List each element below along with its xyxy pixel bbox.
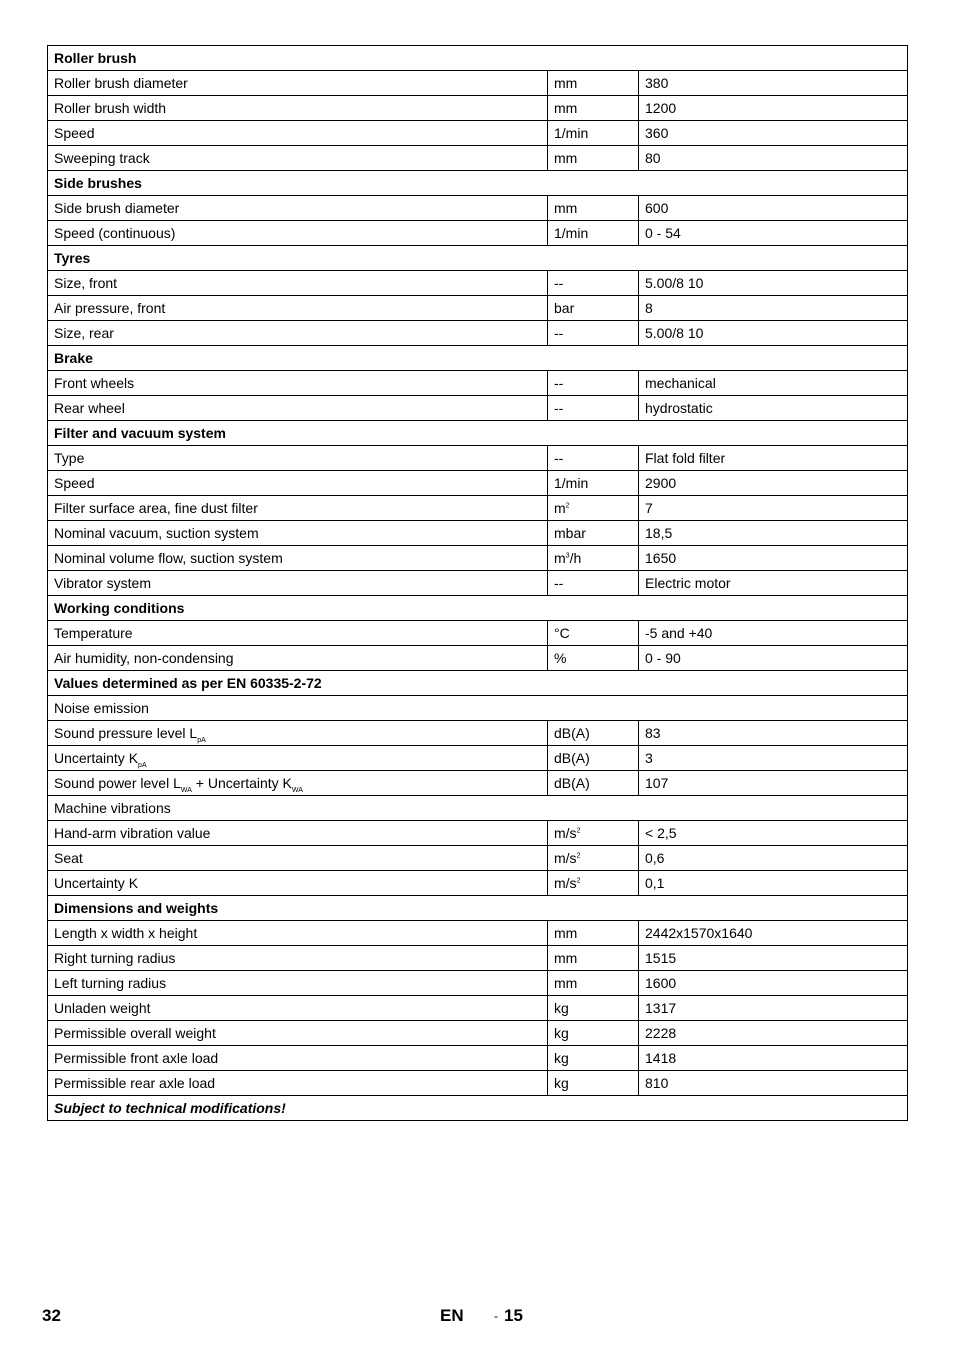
parameter-label: Unladen weight xyxy=(54,1000,151,1016)
footnote xyxy=(48,1096,908,1121)
unit-label: -- xyxy=(554,575,564,591)
unit-cell xyxy=(548,571,639,596)
parameter-label: Air pressure, front xyxy=(54,300,166,316)
row-label: Filter and vacuum system xyxy=(54,425,226,441)
parameter-cell xyxy=(48,371,548,396)
value-cell xyxy=(639,571,908,596)
parameter-cell xyxy=(48,96,548,121)
parameter-label: Roller brush diameter xyxy=(54,75,188,91)
table-row xyxy=(48,721,908,746)
value-cell xyxy=(639,396,908,421)
value-cell xyxy=(639,846,908,871)
parameter-cell xyxy=(48,1021,548,1046)
value-label: 1200 xyxy=(645,100,677,116)
parameter-cell xyxy=(48,871,548,896)
value-cell xyxy=(639,271,908,296)
table-row xyxy=(48,646,908,671)
parameter-cell xyxy=(48,146,548,171)
unit-label: dB(A) xyxy=(554,750,590,766)
unit-cell xyxy=(548,371,639,396)
parameter-cell xyxy=(48,221,548,246)
unit-label: kg xyxy=(554,1025,569,1041)
unit-label: 1/min xyxy=(554,475,589,491)
unit-cell xyxy=(548,446,639,471)
parameter-label: Sweeping track xyxy=(54,150,150,166)
unit-cell xyxy=(548,646,639,671)
unit-label: kg xyxy=(554,1050,569,1066)
value-cell xyxy=(639,471,908,496)
value-label: hydrostatic xyxy=(645,400,713,416)
value-label: 1418 xyxy=(645,1050,677,1066)
value-label: 0 - 90 xyxy=(645,650,681,666)
value-label: 5.00/8 10 xyxy=(645,325,704,341)
parameter-label: Permissible overall weight xyxy=(54,1025,216,1041)
parameter-cell xyxy=(48,496,548,521)
unit-cell xyxy=(548,271,639,296)
row-label: Working conditions xyxy=(54,600,185,616)
value-label: 7 xyxy=(645,500,653,516)
parameter-cell xyxy=(48,1071,548,1096)
unit-cell xyxy=(548,221,639,246)
unit-label: % xyxy=(554,650,567,666)
parameter-cell xyxy=(48,446,548,471)
parameter-cell xyxy=(48,721,548,746)
unit-cell xyxy=(548,546,639,571)
parameter-label: Right turning radius xyxy=(54,950,176,966)
value-label: 80 xyxy=(645,150,661,166)
parameter-cell xyxy=(48,621,548,646)
unit-label: dB(A) xyxy=(554,725,590,741)
section-title xyxy=(48,421,908,446)
table-row xyxy=(48,121,908,146)
page-separator: - xyxy=(494,1309,498,1323)
row-label: Subject to technical modifications! xyxy=(54,1100,286,1116)
parameter-label: Speed (continuous) xyxy=(54,225,176,241)
table-row xyxy=(48,396,908,421)
value-cell xyxy=(639,921,908,946)
parameter-cell xyxy=(48,271,548,296)
table-row xyxy=(48,546,908,571)
value-cell xyxy=(639,1071,908,1096)
section-header-row xyxy=(48,671,908,696)
table-row xyxy=(48,471,908,496)
value-label: -5 and +40 xyxy=(645,625,713,641)
value-label: 380 xyxy=(645,75,669,91)
parameter-label: Air humidity, non-condensing xyxy=(54,650,234,666)
table-row xyxy=(48,871,908,896)
unit-label: m/s xyxy=(554,850,577,866)
value-label: Flat fold filter xyxy=(645,450,726,466)
unit-label: -- xyxy=(554,450,564,466)
parameter-label: Uncertainty K xyxy=(54,749,139,766)
row-label: Side brushes xyxy=(54,175,142,191)
row-label: Machine vibrations xyxy=(54,800,171,816)
value-cell xyxy=(639,1046,908,1071)
technical-data-body xyxy=(48,46,908,1121)
section-page-number: 15 xyxy=(504,1306,523,1325)
value-cell xyxy=(639,871,908,896)
unit-cell xyxy=(548,496,639,521)
section-header-row xyxy=(48,596,908,621)
parameter-cell xyxy=(48,546,548,571)
value-label: 83 xyxy=(645,725,661,741)
unit-tail: /h xyxy=(569,550,582,566)
value-cell xyxy=(639,521,908,546)
unit-superscript: 3 xyxy=(565,552,570,560)
subheading xyxy=(48,796,908,821)
row-label: Roller brush xyxy=(54,50,137,66)
table-row xyxy=(48,1021,908,1046)
value-label: < 2,5 xyxy=(645,825,677,841)
parameter-label-cont: + Uncertainty K xyxy=(191,774,292,791)
label-subscript: WA xyxy=(291,786,303,794)
table-row xyxy=(48,146,908,171)
value-label: 1600 xyxy=(645,975,677,991)
unit-label: m/s xyxy=(554,825,577,841)
value-cell xyxy=(639,996,908,1021)
parameter-label: Permissible front axle load xyxy=(54,1050,219,1066)
unit-label: mbar xyxy=(554,525,586,541)
table-row xyxy=(48,821,908,846)
parameter-cell xyxy=(48,846,548,871)
table-row xyxy=(48,521,908,546)
table-row xyxy=(48,996,908,1021)
unit-cell xyxy=(548,746,639,771)
value-label: 360 xyxy=(645,125,669,141)
table-row xyxy=(48,271,908,296)
unit-label: mm xyxy=(554,100,578,116)
section-title xyxy=(48,246,908,271)
value-cell xyxy=(639,546,908,571)
value-cell xyxy=(639,71,908,96)
value-cell xyxy=(639,721,908,746)
parameter-label: Side brush diameter xyxy=(54,200,180,216)
label-subscript: pA xyxy=(138,761,147,769)
unit-cell xyxy=(548,971,639,996)
value-cell xyxy=(639,221,908,246)
value-label: 107 xyxy=(645,775,669,791)
parameter-cell xyxy=(48,946,548,971)
value-label: 5.00/8 10 xyxy=(645,275,704,291)
row-label: Brake xyxy=(54,350,93,366)
parameter-cell xyxy=(48,971,548,996)
value-cell xyxy=(639,121,908,146)
table-row xyxy=(48,1046,908,1071)
table-row xyxy=(48,71,908,96)
value-label: 2228 xyxy=(645,1025,677,1041)
value-cell xyxy=(639,746,908,771)
unit-label: -- xyxy=(554,325,564,341)
parameter-cell xyxy=(48,521,548,546)
unit-label: mm xyxy=(554,950,578,966)
value-cell xyxy=(639,371,908,396)
table-row xyxy=(48,221,908,246)
parameter-label: Size, rear xyxy=(54,325,114,341)
parameter-label: Nominal vacuum, suction system xyxy=(54,525,259,541)
section-title xyxy=(48,171,908,196)
parameter-label: Roller brush width xyxy=(54,100,167,116)
parameter-label: Permissible rear axle load xyxy=(54,1075,216,1091)
unit-label: mm xyxy=(554,75,578,91)
unit-cell xyxy=(548,96,639,121)
section-title xyxy=(48,671,908,696)
parameter-cell xyxy=(48,571,548,596)
table-row xyxy=(48,196,908,221)
section-header-row xyxy=(48,246,908,271)
section-title xyxy=(48,896,908,921)
section-title xyxy=(48,46,908,71)
unit-cell xyxy=(548,1021,639,1046)
unit-superscript: 2 xyxy=(576,852,581,860)
table-row xyxy=(48,446,908,471)
value-cell xyxy=(639,946,908,971)
parameter-cell xyxy=(48,296,548,321)
section-header-row xyxy=(48,346,908,371)
unit-cell xyxy=(548,771,639,796)
unit-cell xyxy=(548,821,639,846)
parameter-label: Seat xyxy=(54,850,83,866)
parameter-cell xyxy=(48,646,548,671)
unit-label: kg xyxy=(554,1075,569,1091)
unit-label: mm xyxy=(554,975,578,991)
unit-cell xyxy=(548,1071,639,1096)
unit-label: bar xyxy=(554,300,575,316)
value-label: 18,5 xyxy=(645,525,673,541)
value-label: 810 xyxy=(645,1075,669,1091)
value-label: 1650 xyxy=(645,550,677,566)
label-subscript: pA xyxy=(197,736,206,744)
table-row xyxy=(48,96,908,121)
value-label: 1317 xyxy=(645,1000,677,1016)
table-row xyxy=(48,921,908,946)
parameter-cell xyxy=(48,321,548,346)
parameter-label: Filter surface area, fine dust filter xyxy=(54,500,258,516)
value-label: 2442x1570x1640 xyxy=(645,925,753,941)
unit-label: -- xyxy=(554,275,564,291)
subheading xyxy=(48,696,908,721)
unit-label: m xyxy=(554,500,566,516)
parameter-label: Rear wheel xyxy=(54,400,125,416)
unit-cell xyxy=(548,996,639,1021)
unit-cell xyxy=(548,721,639,746)
parameter-cell xyxy=(48,746,548,771)
section-title xyxy=(48,346,908,371)
unit-cell xyxy=(548,321,639,346)
value-label: 8 xyxy=(645,300,653,316)
unit-label: kg xyxy=(554,1000,569,1016)
parameter-label: Uncertainty K xyxy=(54,875,139,891)
value-label: 1515 xyxy=(645,950,677,966)
value-label: 600 xyxy=(645,200,669,216)
unit-cell xyxy=(548,921,639,946)
parameter-label: Type xyxy=(54,450,85,466)
table-row xyxy=(48,296,908,321)
row-label: Tyres xyxy=(54,250,91,266)
unit-superscript: 2 xyxy=(576,827,581,835)
value-label: 2900 xyxy=(645,475,677,491)
unit-superscript: 2 xyxy=(565,502,570,510)
label-subscript: WA xyxy=(180,786,192,794)
parameter-cell xyxy=(48,771,548,796)
parameter-label: Vibrator system xyxy=(54,575,151,591)
parameter-cell xyxy=(48,921,548,946)
unit-cell xyxy=(548,521,639,546)
unit-cell xyxy=(548,846,639,871)
page-number: 32 xyxy=(42,1306,61,1325)
section-title xyxy=(48,596,908,621)
table-row xyxy=(48,496,908,521)
unit-label: -- xyxy=(554,375,564,391)
table-row xyxy=(48,571,908,596)
table-row xyxy=(48,371,908,396)
table-row xyxy=(48,621,908,646)
unit-label: 1/min xyxy=(554,125,589,141)
value-label: 0,6 xyxy=(645,850,665,866)
subheading-row xyxy=(48,696,908,721)
row-label: Noise emission xyxy=(54,700,149,716)
value-cell xyxy=(639,1021,908,1046)
parameter-label: Speed xyxy=(54,125,95,141)
section-header-row xyxy=(48,896,908,921)
section-header-row xyxy=(48,46,908,71)
unit-cell xyxy=(548,871,639,896)
parameter-cell xyxy=(48,121,548,146)
unit-label: m/s xyxy=(554,875,577,891)
language-code: EN xyxy=(440,1306,464,1325)
table-row xyxy=(48,1071,908,1096)
unit-label: m xyxy=(554,550,566,566)
parameter-label: Sound pressure level L xyxy=(54,724,198,741)
unit-label: mm xyxy=(554,150,578,166)
value-cell xyxy=(639,196,908,221)
table-row xyxy=(48,321,908,346)
section-header-row xyxy=(48,421,908,446)
value-cell xyxy=(639,971,908,996)
value-cell xyxy=(639,321,908,346)
unit-cell xyxy=(548,146,639,171)
row-label: Values determined as per EN 60335-2-72 xyxy=(54,675,322,691)
value-cell xyxy=(639,621,908,646)
unit-label: °C xyxy=(554,625,570,641)
table-row xyxy=(48,771,908,796)
parameter-cell xyxy=(48,996,548,1021)
unit-cell xyxy=(548,196,639,221)
parameter-label: Size, front xyxy=(54,275,118,291)
parameter-label: Hand-arm vibration value xyxy=(54,825,211,841)
parameter-cell xyxy=(48,71,548,96)
table-row xyxy=(48,946,908,971)
table-row xyxy=(48,846,908,871)
technical-data-table xyxy=(47,45,908,1121)
unit-cell xyxy=(548,121,639,146)
parameter-label: Sound power level L xyxy=(54,774,181,791)
parameter-label: Temperature xyxy=(54,625,133,641)
value-cell xyxy=(639,771,908,796)
value-label: 0 - 54 xyxy=(645,225,681,241)
table-row xyxy=(48,971,908,996)
value-cell xyxy=(639,296,908,321)
unit-label: 1/min xyxy=(554,225,589,241)
parameter-label: Left turning radius xyxy=(54,975,167,991)
unit-label: dB(A) xyxy=(554,775,590,791)
value-label: 0,1 xyxy=(645,875,665,891)
parameter-label: Front wheels xyxy=(54,375,135,391)
value-label: 3 xyxy=(645,750,653,766)
note-row xyxy=(48,1096,908,1121)
unit-cell xyxy=(548,296,639,321)
unit-label: -- xyxy=(554,400,564,416)
value-cell xyxy=(639,821,908,846)
unit-cell xyxy=(548,1046,639,1071)
value-cell xyxy=(639,446,908,471)
unit-cell xyxy=(548,621,639,646)
parameter-label: Length x width x height xyxy=(54,925,198,941)
unit-cell xyxy=(548,396,639,421)
row-label: Dimensions and weights xyxy=(54,900,219,916)
parameter-cell xyxy=(48,396,548,421)
unit-label: mm xyxy=(554,200,578,216)
parameter-cell xyxy=(48,1046,548,1071)
unit-cell xyxy=(548,471,639,496)
section-header-row xyxy=(48,171,908,196)
value-cell xyxy=(639,96,908,121)
value-cell xyxy=(639,496,908,521)
value-cell xyxy=(639,646,908,671)
value-label: mechanical xyxy=(645,375,716,391)
value-label: Electric motor xyxy=(645,575,731,591)
parameter-label: Speed xyxy=(54,475,95,491)
parameter-label: Nominal volume flow, suction system xyxy=(54,550,283,566)
subheading-row xyxy=(48,796,908,821)
unit-superscript: 2 xyxy=(576,877,581,885)
unit-label: mm xyxy=(554,925,578,941)
unit-cell xyxy=(548,71,639,96)
table-row xyxy=(48,746,908,771)
value-cell xyxy=(639,146,908,171)
parameter-cell xyxy=(48,471,548,496)
parameter-cell xyxy=(48,196,548,221)
unit-cell xyxy=(548,946,639,971)
parameter-cell xyxy=(48,821,548,846)
